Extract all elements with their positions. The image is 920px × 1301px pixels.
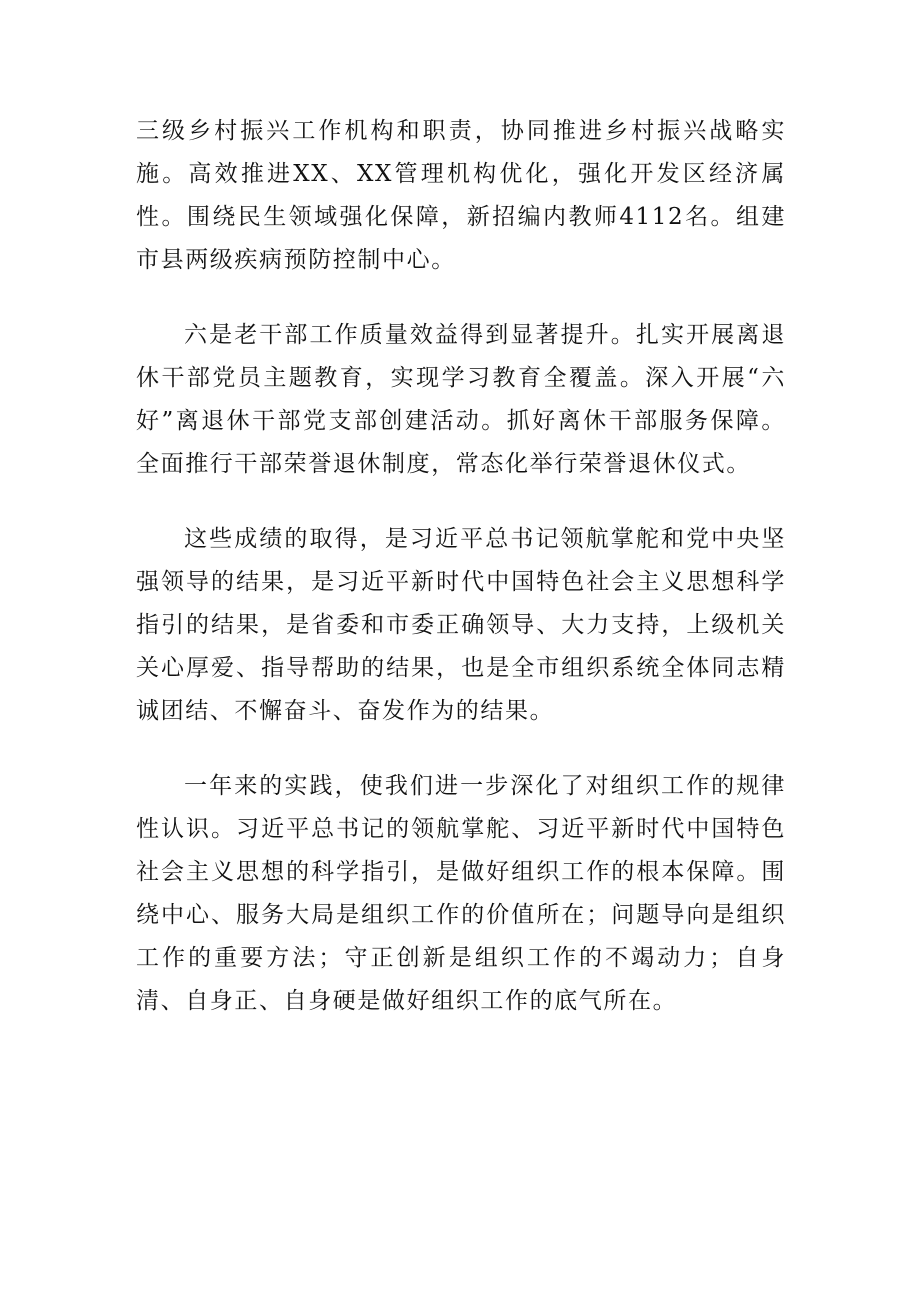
paragraph-practice-insights: 一年来的实践，使我们进一步深化了对组织工作的规律性认识。习近平总书记的领航掌舵、习近平新时代中国特色社会主义思想的科学指引，是做好组织工作的根本保障。围绕中心、服务大局是组织工作的价值所在；问题导向是组织工作的重要方法；守正创新是组织工作的不竭动力；自身清、自身正、自身硬是做好组织工作的底气所在。 [136,773,786,1014]
paragraph-continuation: 三级乡村振兴工作机构和职责，协同推进乡村振兴战略实施。高效推进XX、XX管理机构优化，强化开发区经济属性。围绕民生领域强化保障，新招编内教师4112名。组建市县两级疾病预防控制中心。 [136,118,786,273]
paragraph-achievements-summary: 这些成绩的取得，是习近平总书记领航掌舵和党中央坚强领导的结果，是习近平新时代中国特色社会主义思想科学指引的结果，是省委和市委正确领导、大力支持，上级机关关心厚爱、指导帮助的结果，也是全市组织系统全体同志精诚团结、不懈奋斗、奋发作为的结果。 [136,526,786,724]
paragraph-veteran-cadre-work: 六是老干部工作质量效益得到显著提升。扎实开展离退休干部党员主题教育，实现学习教育全覆盖。深入开展“六好”离退休干部党支部创建活动。抓好离休干部服务保障。全面推行干部荣誉退休制度，常态化举行荣誉退休仪式。 [136,322,786,477]
document-body [136,110,786,1023]
